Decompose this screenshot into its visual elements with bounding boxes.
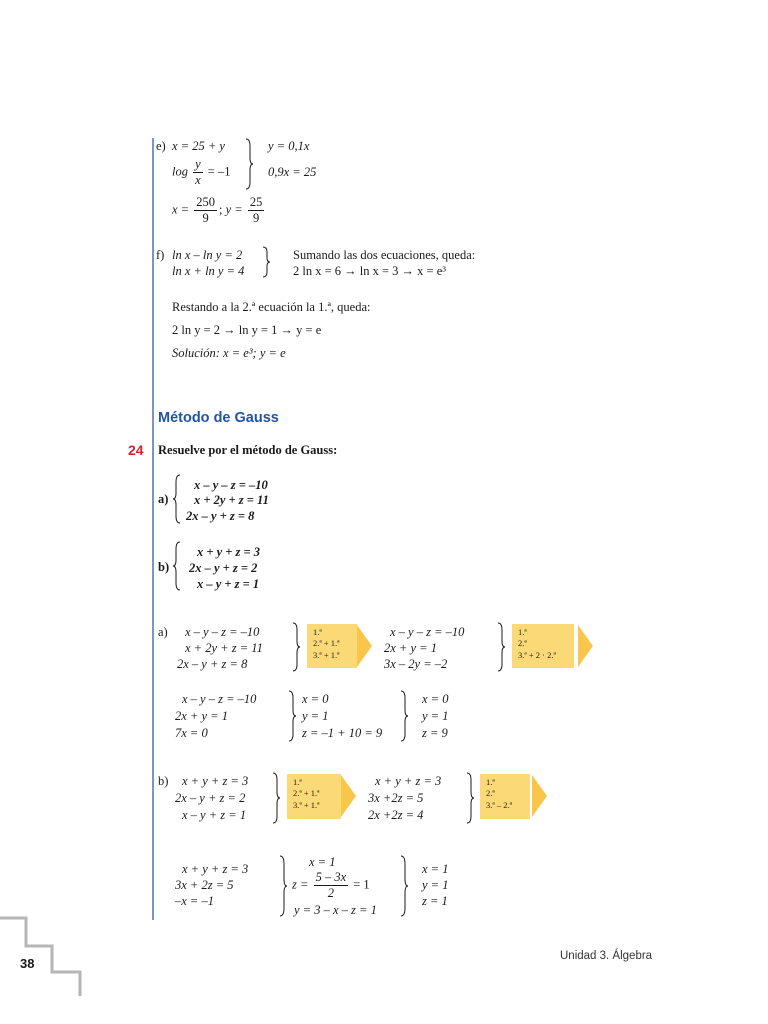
sol-a-step2: y = 1 [302, 709, 329, 723]
left-brace [173, 541, 181, 591]
sol-b-sys2-row3: 2x +2z = 4 [368, 808, 424, 822]
sol-a-sys3-row3: 7x = 0 [175, 726, 208, 740]
sol-a-sys3-row2: 2x + y = 1 [175, 709, 228, 723]
operations-note-a1: 1.ª 2.ª + 1.ª 3.ª + 1.ª [307, 624, 357, 668]
exercise-a-label: a) [158, 492, 169, 506]
sol-a-sys1-row1: x – y – z = –10 [185, 625, 260, 639]
sol-a-sys1-row2: x + 2y + z = 11 [185, 641, 263, 655]
page-number: 38 [20, 956, 35, 971]
right-brace [466, 772, 474, 824]
sol-b-step2: z = $\frac{5 - 3x}{2}$ = 1 [292, 870, 370, 901]
sol-a-step3: z = –1 + 10 = 9 [302, 726, 383, 740]
exercise-b-eq3: x – y + z = 1 [197, 577, 260, 591]
sol-a-final-y: y = 1 [422, 709, 449, 723]
operations-note-b1: 1.ª 2.ª + 1.ª 3.ª + 1.ª [287, 774, 341, 819]
operations-note-a2: 1.ª 2.ª 3.ª + 2 · 2.ª [512, 624, 574, 668]
sol-b-sys1-row2: 2x – y + z = 2 [175, 791, 246, 805]
exercise-a-eq3: 2x – y + z = 8 [186, 509, 255, 523]
right-brace [497, 622, 505, 672]
part-e-res2: 0,9x = 25 [268, 165, 317, 179]
step-arrow-icon [532, 775, 547, 817]
part-f-text5: Solución: x = e³; y = e [172, 346, 286, 360]
operations-note-b2: 1.ª 2.ª 3.ª – 2.ª [480, 774, 530, 819]
sol-b-sys3-row2: 3x + 2z = 5 [175, 878, 234, 892]
part-e-solution: x = $\frac{250}{9}$ ; y = $\frac{25}{9}$ [172, 195, 263, 226]
exercise-a-eq2: x + 2y + z = 11 [194, 493, 269, 507]
sol-a-sys3-row1: x – y – z = –10 [182, 692, 257, 706]
sol-b-step3: y = 3 – x – z = 1 [294, 903, 377, 917]
sol-b-sys3-row3: –x = –1 [175, 894, 214, 908]
right-brace [400, 690, 408, 742]
sol-a-step1: x = 0 [302, 692, 329, 706]
solution-b-label: b) [158, 774, 169, 788]
sol-b-sys2-row2: 3x +2z = 5 [368, 791, 424, 805]
sol-a-sys2-row2: 2x + y = 1 [384, 641, 437, 655]
margin-line [152, 138, 154, 920]
fraction-5-3x-over-2: $\frac{5 - 3x}{2}$ [315, 870, 347, 901]
exercise-b-eq1: x + y + z = 3 [197, 545, 261, 559]
sol-b-final-x: x = 1 [422, 862, 449, 876]
sol-b-sys1-row3: x – y + z = 1 [182, 808, 247, 822]
page-corner-steps [0, 910, 90, 1000]
exercise-statement: Resuelve por el método de Gauss: [158, 443, 338, 457]
step-arrow-icon [341, 775, 356, 817]
sol-b-final-z: z = 1 [422, 894, 448, 908]
sol-a-sys2-row3: 3x – 2y = –2 [384, 657, 448, 671]
eq2-rhs: = –1 [207, 164, 231, 179]
left-brace [173, 474, 181, 524]
right-brace [262, 246, 270, 278]
step-arrow-icon [357, 625, 372, 667]
right-brace [288, 690, 296, 742]
sol-a-sys2-row1: x – y – z = –10 [390, 625, 465, 639]
part-e-res1: y = 0,1x [268, 139, 310, 153]
part-e-eq1: x = 25 + y [172, 139, 225, 153]
part-f-text2: 2 ln x = 6 → ln x = 3 → x = e³ [293, 264, 447, 278]
step-arrow-icon [578, 625, 593, 667]
sol-b-sys1-row1: x + y + z = 3 [182, 774, 249, 788]
fraction-250-9: $\frac{250}{9}$ [196, 195, 215, 226]
part-f-text3: Restando a la 2.ª ecuación la 1.ª, queda: [172, 300, 371, 314]
sol-a-final-z: z = 9 [422, 726, 448, 740]
part-f-text4: 2 ln y = 2 → ln y = 1 → y = e [172, 323, 322, 337]
part-f-eq1: ln x – ln y = 2 [172, 248, 243, 262]
section-title: Método de Gauss [158, 410, 279, 426]
right-brace [292, 622, 300, 672]
part-f-eq2: ln x + ln y = 4 [172, 264, 245, 278]
part-e-eq2 [172, 158, 230, 187]
right-brace [400, 855, 408, 917]
sol-b-sys3-row1: x + y + z = 3 [182, 862, 249, 876]
exercise-number: 24 [128, 442, 144, 458]
exercise-a-eq1: x – y – z = –10 [194, 478, 268, 492]
fraction-25-9: $\frac{25}{9}$ [249, 195, 263, 226]
fraction-y-over-x: $\frac{y}{x}$ [195, 157, 201, 188]
right-brace [245, 138, 253, 190]
sol-b-final-y: y = 1 [422, 878, 449, 892]
unit-title: Unidad 3. Álgebra [560, 950, 653, 962]
solution-a-label: a) [158, 625, 168, 639]
sol-b-step1: x = 1 [309, 855, 336, 869]
right-brace [279, 855, 287, 917]
exercise-b-eq2: 2x – y + z = 2 [189, 561, 258, 575]
part-f-label: f) [156, 248, 165, 262]
exercise-b-label: b) [158, 560, 170, 574]
sol-b-sys2-row1: x + y + z = 3 [375, 774, 442, 788]
log-text: log [172, 164, 188, 179]
sol-a-sys1-row3: 2x – y + z = 8 [177, 657, 248, 671]
right-brace [272, 772, 280, 824]
part-f-text1: Sumando las dos ecuaciones, queda: [293, 248, 476, 262]
sol-a-final-x: x = 0 [422, 692, 449, 706]
part-e-label: e) [156, 139, 166, 153]
